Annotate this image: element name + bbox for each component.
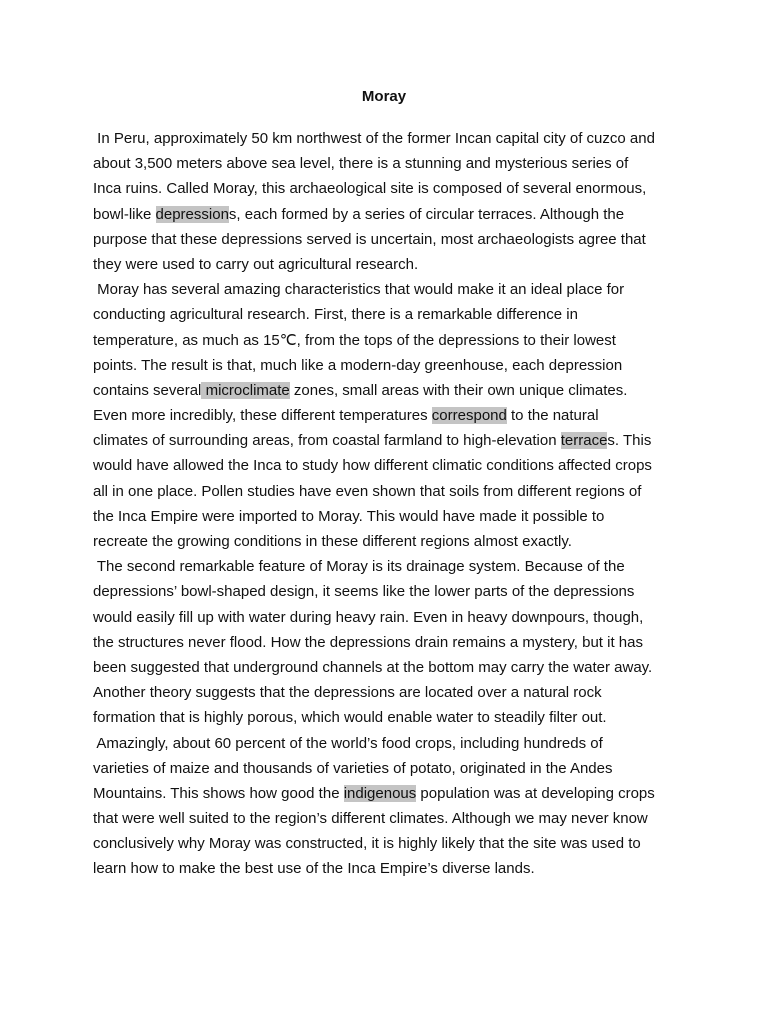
text-segment: would have allowed the Inca to study how different climatic conditions affected crops <box>93 457 652 475</box>
text-segment: depressions’ bowl-shaped design, it seems like the lower parts of the depressions <box>93 583 635 601</box>
text-line <box>93 252 683 277</box>
text-line <box>93 403 683 428</box>
text-line <box>93 630 683 655</box>
text-line <box>93 605 683 630</box>
text-line <box>93 831 683 856</box>
highlighted-word: depression <box>155 205 229 223</box>
text-line <box>93 781 683 806</box>
text-line <box>93 453 683 478</box>
text-line <box>93 378 683 403</box>
text-segment: zones, small areas with their own unique climates. <box>289 381 628 399</box>
text-line <box>93 856 683 881</box>
text-segment: varieties of maize and thousands of varieties of potato, originated in the Andes <box>93 759 613 777</box>
text-segment: population was at developing crops <box>416 784 655 802</box>
text-segment: to the natural <box>506 407 599 425</box>
text-segment: that were well suited to the region’s different climates. Although we may never know <box>93 810 648 828</box>
text-segment: Inca ruins. Called Moray, this archaeological site is composed of several enormous, <box>93 180 647 198</box>
highlighted-word: indigenous <box>343 784 417 802</box>
text-line <box>93 554 683 579</box>
text-line <box>93 428 683 453</box>
text-line <box>93 353 683 378</box>
highlighted-word: terrace <box>560 432 608 450</box>
text-segment: the Inca Empire were imported to Moray. This would have made it possible to <box>93 507 605 525</box>
text-line <box>93 504 683 529</box>
text-segment: been suggested that underground channels at the bottom may carry the water away. <box>93 658 653 676</box>
text-segment: conclusively why Moray was constructed, it is highly likely that the site was used to <box>93 835 641 853</box>
text-segment: formation that is highly porous, which would enable water to steadily filter out. <box>93 709 607 727</box>
text-segment: bowl-like <box>93 205 156 223</box>
text-line <box>93 479 683 504</box>
text-segment: purpose that these depressions served is uncertain, most archaeologists agree that <box>93 230 646 248</box>
text-segment: s. This <box>607 432 652 450</box>
text-line <box>93 227 683 252</box>
text-segment: temperature, as much as 15℃, from the tops of the depressions to their lowest <box>93 331 616 349</box>
text-line <box>93 680 683 705</box>
text-segment: Another theory suggests that the depressions are located over a natural rock <box>93 684 602 702</box>
text-segment: s, each formed by a series of circular terraces. Although the <box>228 205 625 223</box>
text-line <box>93 151 683 176</box>
highlighted-word: microclimate <box>201 381 290 399</box>
text-line <box>93 277 683 302</box>
text-segment: Mountains. This shows how good the <box>93 784 344 802</box>
text-segment: Amazingly, about 60 percent of the world’s food crops, including hundreds of <box>93 734 603 752</box>
text-segment: about 3,500 meters above sea level, there is a stunning and mysterious series of <box>93 155 629 173</box>
highlighted-word: correspond <box>431 407 507 425</box>
text-line <box>93 655 683 680</box>
text-segment: Even more incredibly, these different temperatures <box>93 407 432 425</box>
text-segment: conducting agricultural research. First, there is a remarkable difference in <box>93 306 578 324</box>
text-segment: Moray has several amazing characteristics that would make it an ideal place for <box>93 281 625 299</box>
text-line <box>93 302 683 327</box>
text-segment: In Peru, approximately 50 km northwest of the former Incan capital city of cuzco and <box>93 130 655 147</box>
text-segment: the structures never flood. How the depressions drain remains a mystery, but it has <box>93 633 643 651</box>
text-line <box>93 529 683 554</box>
text-segment: would easily fill up with water during heavy rain. Even in heavy downpours, though, <box>93 608 644 626</box>
text-segment: climates of surrounding areas, from coastal farmland to high-elevation <box>93 432 561 450</box>
text-line <box>93 328 683 353</box>
text-segment: recreate the growing conditions in these different regions almost exactly. <box>93 533 572 550</box>
text-line <box>93 806 683 831</box>
text-segment: all in one place. Pollen studies have even shown that soils from different regions of <box>93 482 642 500</box>
text-segment: they were used to carry out agricultural research. <box>93 255 419 273</box>
text-segment: The second remarkable feature of Moray is its drainage system. Because of the <box>93 558 625 576</box>
text-line <box>93 756 683 781</box>
text-line <box>93 202 683 227</box>
text-segment: points. The result is that, much like a modern-day greenhouse, each depression <box>93 356 623 374</box>
document-body <box>93 126 683 882</box>
text-line <box>93 705 683 730</box>
document-title: Moray <box>361 88 407 105</box>
text-line <box>93 579 683 604</box>
text-segment: learn how to make the best use of the Inca Empire’s diverse lands. <box>93 860 535 878</box>
text-line <box>93 731 683 756</box>
text-segment: contains several <box>93 381 202 399</box>
text-line <box>93 126 683 151</box>
text-line <box>93 176 683 201</box>
